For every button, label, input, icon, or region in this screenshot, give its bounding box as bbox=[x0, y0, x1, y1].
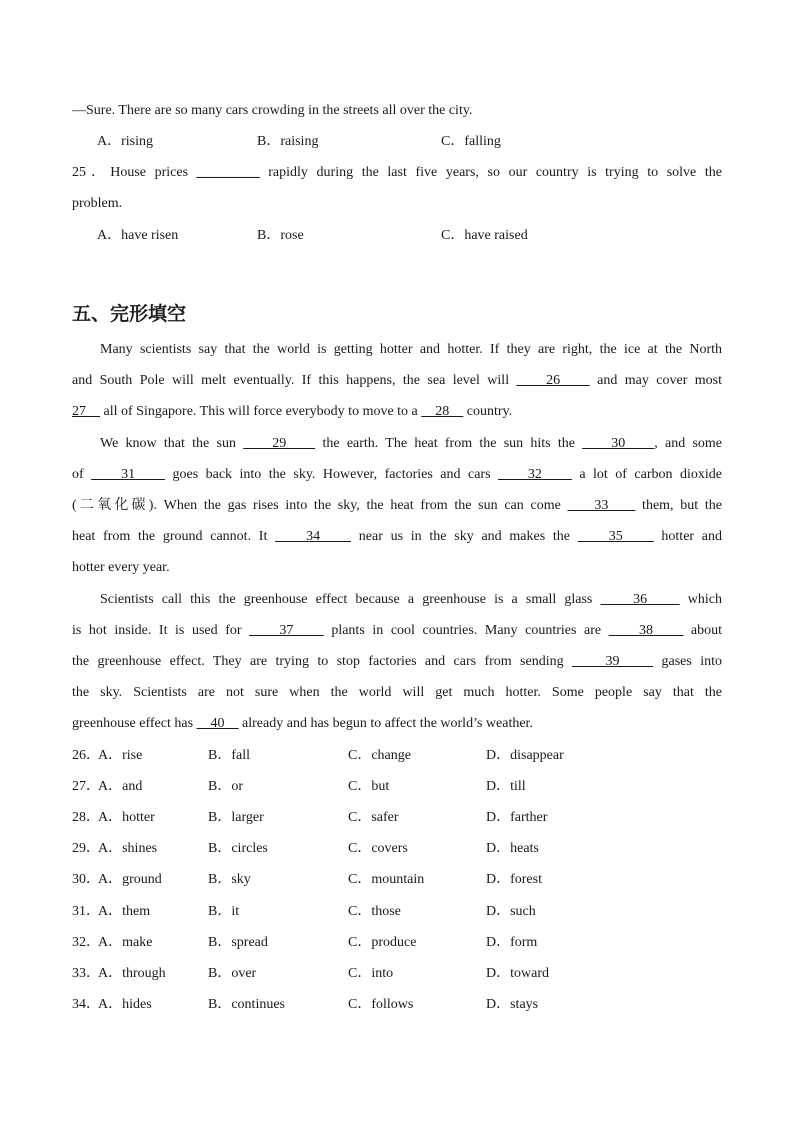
option-c: C．those bbox=[348, 903, 401, 919]
option-b: B．larger bbox=[208, 810, 264, 826]
passage-line bbox=[100, 434, 722, 454]
blank-29: 29 bbox=[243, 436, 316, 451]
q25-stem-cont: problem. bbox=[72, 196, 123, 211]
option-a: A．ground bbox=[98, 872, 162, 888]
option-d: D．heats bbox=[486, 841, 539, 857]
passage-text: the earth. The heat from the sun hits the bbox=[315, 436, 583, 451]
passage-line bbox=[72, 714, 722, 734]
q24-option-a: A．rising bbox=[97, 134, 153, 149]
option-d: D．forest bbox=[486, 872, 542, 888]
blank-27: 27 bbox=[72, 404, 100, 419]
passage-text: about bbox=[683, 623, 723, 638]
section-title: 五、完形填空 bbox=[72, 303, 187, 325]
question-number: 26． bbox=[72, 748, 100, 763]
option-c: C．but bbox=[348, 779, 390, 795]
option-d: D．stays bbox=[486, 996, 539, 1012]
option-d: D．till bbox=[486, 779, 526, 795]
blank-26: 26 bbox=[516, 373, 590, 388]
option-d: D．toward bbox=[486, 965, 549, 981]
q25-option-a: A．have risen bbox=[97, 228, 179, 243]
q25-stem bbox=[72, 163, 722, 183]
passage-text: gases into bbox=[653, 654, 722, 669]
passage-text: plants in cool countries. Many countries are bbox=[323, 623, 609, 638]
question-row bbox=[72, 902, 722, 922]
option-c: C．safer bbox=[348, 810, 399, 826]
q25-options bbox=[72, 226, 722, 246]
passage-line bbox=[72, 465, 722, 485]
question-row bbox=[72, 933, 722, 953]
question-row bbox=[72, 964, 722, 984]
blank-33: 33 bbox=[567, 498, 636, 513]
option-c: C．produce bbox=[348, 934, 417, 950]
option-c: C．change bbox=[348, 748, 411, 763]
question-number: 33． bbox=[72, 965, 100, 981]
question-row bbox=[72, 995, 722, 1015]
question-number: 29． bbox=[72, 841, 100, 857]
option-c: C．follows bbox=[348, 996, 414, 1012]
option-b: B．continues bbox=[208, 996, 285, 1012]
option-c: C．covers bbox=[348, 841, 408, 857]
question-number: 34． bbox=[72, 996, 100, 1012]
passage-text: all of Singapore. This will force everybody to move to a bbox=[100, 404, 422, 419]
q25-option-c: C．have raised bbox=[441, 228, 528, 243]
passage-text: already and has begun to affect the world’s weather. bbox=[238, 716, 533, 731]
question-row bbox=[72, 870, 722, 890]
passage-text: a lot of carbon dioxide bbox=[571, 467, 722, 482]
question-row bbox=[72, 808, 722, 828]
blank-39: 39 bbox=[572, 654, 654, 669]
question-number: 31． bbox=[72, 903, 100, 919]
passage-line: Many scientists say that the world is getting hotter and hotter. If they are right, the ice at the North bbox=[100, 342, 722, 357]
passage-text: , and some bbox=[654, 436, 722, 451]
passage-text: them, but the bbox=[635, 498, 722, 513]
option-b: B．it bbox=[208, 903, 240, 919]
dialog-line: —Sure. There are so many cars crowding in the streets all over the city. bbox=[72, 103, 473, 118]
passage-text: the greenhouse effect. They are trying to stop factories and cars from sending bbox=[72, 654, 572, 669]
option-b: B．or bbox=[208, 779, 243, 795]
passage-text: and may cover most bbox=[589, 373, 723, 388]
passage-line bbox=[72, 402, 722, 422]
passage-line bbox=[72, 496, 722, 516]
passage-line bbox=[100, 590, 722, 610]
passage-line bbox=[72, 652, 722, 672]
passage-text: Scientists call this the greenhouse effect because a greenhouse is a small glass bbox=[100, 592, 601, 607]
passage-text: goes back into the sky. However, factories and cars bbox=[165, 467, 499, 482]
option-a: A．rise bbox=[98, 748, 143, 763]
option-c: C．mountain bbox=[348, 872, 425, 888]
passage-text: and South Pole will melt eventually. If this happens, the sea level will bbox=[72, 373, 517, 388]
passage-line bbox=[72, 621, 722, 641]
blank-32: 32 bbox=[498, 467, 572, 482]
question-row bbox=[72, 746, 722, 766]
option-a: A．hotter bbox=[98, 810, 155, 826]
option-a: A．shines bbox=[98, 841, 158, 857]
question-row bbox=[72, 839, 722, 859]
blank-37: 37 bbox=[249, 623, 324, 638]
passage-line bbox=[72, 527, 722, 547]
question-number: 32． bbox=[72, 934, 100, 950]
option-b: B．fall bbox=[208, 748, 250, 763]
q24-options bbox=[72, 132, 722, 152]
question-number: 27． bbox=[72, 779, 100, 795]
passage-line: the sky. Scientists are not sure when the world will get much hotter. Some people say that the bbox=[72, 685, 722, 700]
option-d: D．form bbox=[486, 934, 538, 950]
option-b: B．circles bbox=[208, 841, 268, 857]
q24-option-b: B．raising bbox=[257, 134, 319, 149]
passage-line: hotter every year. bbox=[72, 560, 170, 575]
q25-text-before: 25．House prices bbox=[72, 165, 197, 180]
q25-text-after: rapidly during the last five years, so our country is trying to solve the bbox=[259, 165, 722, 180]
blank-36: 36 bbox=[600, 592, 680, 607]
option-a: A．hides bbox=[98, 996, 152, 1012]
option-a: A．and bbox=[98, 779, 143, 795]
passage-text: We know that the sun bbox=[100, 436, 244, 451]
question-number: 30． bbox=[72, 872, 100, 888]
q24-option-c: C．falling bbox=[441, 134, 501, 149]
option-a: A．make bbox=[98, 934, 153, 950]
passage-text: which bbox=[679, 592, 723, 607]
passage-text: hotter and bbox=[653, 529, 723, 544]
blank-38: 38 bbox=[608, 623, 684, 638]
option-a: A．through bbox=[98, 965, 166, 981]
blank-28: 28 bbox=[421, 404, 464, 419]
blank-40: 40 bbox=[196, 716, 239, 731]
passage-text: near us in the sky and makes the bbox=[351, 529, 578, 544]
passage-text: is hot inside. It is used for bbox=[72, 623, 250, 638]
passage-text: country. bbox=[463, 404, 513, 419]
q25-blank: _________ bbox=[196, 165, 260, 180]
blank-30: 30 bbox=[582, 436, 655, 451]
option-b: B．sky bbox=[208, 872, 251, 888]
passage-line bbox=[72, 371, 722, 391]
blank-35: 35 bbox=[577, 529, 654, 544]
passage-text: heat from the ground cannot. It bbox=[72, 529, 276, 544]
question-row bbox=[72, 777, 722, 797]
passage-text: of bbox=[72, 467, 92, 482]
option-b: B．spread bbox=[208, 934, 268, 950]
option-d: D．disappear bbox=[486, 748, 564, 763]
option-a: A．them bbox=[98, 903, 151, 919]
q25-option-b: B．rose bbox=[257, 228, 304, 243]
option-d: D．such bbox=[486, 903, 536, 919]
option-b: B．over bbox=[208, 965, 257, 981]
question-number: 28． bbox=[72, 810, 100, 826]
blank-34: 34 bbox=[275, 529, 352, 544]
passage-text: greenhouse effect has bbox=[72, 716, 197, 731]
blank-31: 31 bbox=[91, 467, 165, 482]
passage-text: (二氧化碳). When the gas rises into the sky, the heat from the sun can come bbox=[72, 498, 568, 513]
option-d: D．farther bbox=[486, 810, 548, 826]
option-c: C．into bbox=[348, 965, 394, 981]
